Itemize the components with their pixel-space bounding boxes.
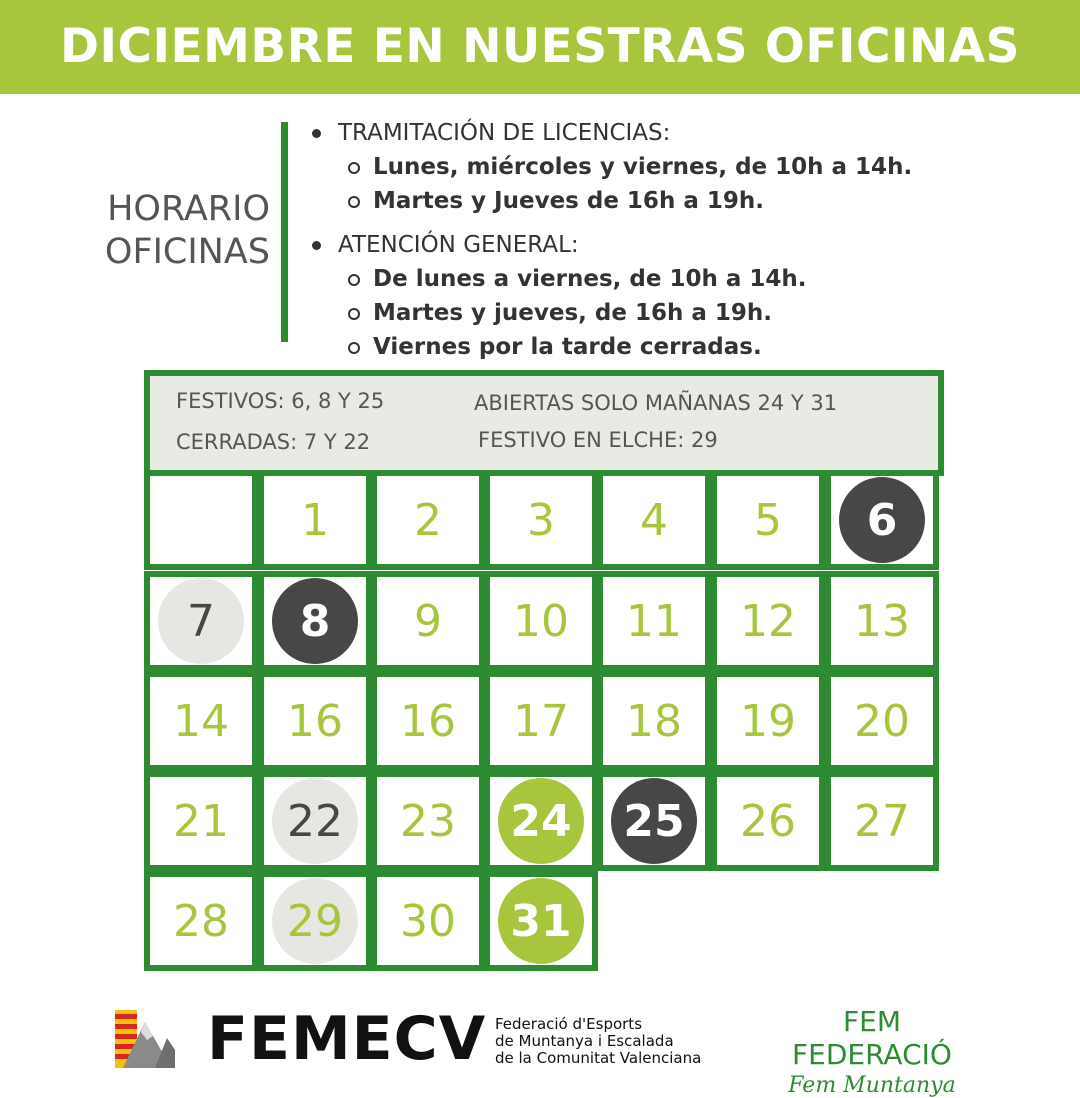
slogan-main: FEM FEDERACIÓ <box>792 1005 952 1071</box>
calendar-day-number: 16 <box>287 695 343 747</box>
page-title: DICIEMBRE EN NUESTRAS OFICINAS <box>59 19 1021 74</box>
calendar-day-number: 6 <box>866 494 898 546</box>
calendar-day-cell <box>825 571 939 671</box>
note-cerradas: CERRADAS: 7 Y 22 <box>176 430 371 454</box>
calendar-day-cell <box>371 871 485 971</box>
note-elche: FESTIVO EN ELCHE: 29 <box>478 428 718 452</box>
calendar-day-cell <box>825 671 939 771</box>
calendar-day-cell <box>258 771 372 871</box>
calendar-day-cell <box>371 571 485 671</box>
schedule-item: Martes y Jueves de 16h a 19h. <box>308 184 912 218</box>
calendar-day-cell <box>144 871 258 971</box>
brand-subtitle <box>495 1016 735 1067</box>
calendar-day-cell <box>711 671 825 771</box>
mountain-flag-icon <box>115 1010 175 1068</box>
calendar-day-number: 14 <box>173 695 229 747</box>
calendar-day-number: 10 <box>513 595 569 647</box>
calendar-day-cell <box>371 771 485 871</box>
calendar-day-cell <box>597 771 711 871</box>
calendar-day-cell <box>825 470 939 570</box>
brand-subtitle-line: de Muntanya i Escalada <box>495 1032 674 1050</box>
schedule-item: Viernes por la tarde cerradas. <box>308 330 912 364</box>
calendar-day-cell <box>144 771 258 871</box>
calendar-day-number: 29 <box>287 895 343 947</box>
calendar-day-number: 5 <box>754 494 782 546</box>
calendar-day-cell <box>258 571 372 671</box>
calendar-day-cell <box>597 671 711 771</box>
calendar-day-cell <box>484 771 598 871</box>
schedule-section-title: TRAMITACIÓN DE LICENCIAS: <box>308 116 912 150</box>
calendar-day-number: 24 <box>510 795 572 847</box>
calendar-day-cell <box>144 671 258 771</box>
calendar-day-number: 30 <box>400 895 456 947</box>
calendar-day-cell <box>258 871 372 971</box>
calendar-day-number: 16 <box>400 695 456 747</box>
calendar-day-number: 12 <box>740 595 796 647</box>
calendar-day-number: 11 <box>626 595 682 647</box>
schedule-section-atencion <box>308 228 912 364</box>
calendar-day-number: 31 <box>510 895 572 947</box>
calendar-day-number: 7 <box>187 595 215 647</box>
calendar-day-cell <box>144 571 258 671</box>
calendar-day-number: 28 <box>173 895 229 947</box>
brand-subtitle-line: de la Comunitat Valenciana <box>495 1049 702 1067</box>
schedule-list <box>308 116 912 374</box>
brand-subtitle-line: Federació d'Esports <box>495 1015 643 1033</box>
calendar-day-cell <box>484 671 598 771</box>
calendar-day-number: 1 <box>301 494 329 546</box>
fem-federacio-logo <box>777 1005 967 1098</box>
calendar-day-cell <box>711 771 825 871</box>
brand-name: FEMECV <box>207 1004 487 1074</box>
calendar-day-cell <box>597 571 711 671</box>
horario-heading <box>60 188 270 274</box>
calendar-day-number: 8 <box>299 595 331 647</box>
calendar-day-cell <box>597 470 711 570</box>
calendar-day-number: 26 <box>740 795 796 847</box>
horario-line-1: HORARIO <box>107 189 270 229</box>
calendar-day-cell <box>258 470 372 570</box>
schedule-item: Lunes, miércoles y viernes, de 10h a 14h. <box>308 150 912 184</box>
calendar-day-number: 2 <box>414 494 442 546</box>
calendar-day-number: 22 <box>287 795 343 847</box>
divider-bar <box>281 122 288 342</box>
schedule-item: Martes y jueves, de 16h a 19h. <box>308 296 912 330</box>
calendar-notes-box <box>144 370 944 476</box>
calendar-day-number: 25 <box>623 795 685 847</box>
calendar-day-cell <box>484 871 598 971</box>
calendar-day-cell <box>144 470 258 570</box>
calendar-day-number: 3 <box>527 494 555 546</box>
calendar-day-cell <box>825 771 939 871</box>
calendar-day-cell <box>484 470 598 570</box>
calendar-day-number: 21 <box>173 795 229 847</box>
calendar-day-cell <box>371 470 485 570</box>
schedule-item: De lunes a viernes, de 10h a 14h. <box>308 262 912 296</box>
calendar-day-cell <box>711 470 825 570</box>
calendar-day-cell <box>484 571 598 671</box>
calendar-day-cell <box>371 671 485 771</box>
header-banner <box>0 0 1080 94</box>
calendar-day-number: 9 <box>414 595 442 647</box>
calendar-day-number: 17 <box>513 695 569 747</box>
calendar-day-cell <box>258 671 372 771</box>
calendar-day-number: 20 <box>854 695 910 747</box>
calendar-day-number: 18 <box>626 695 682 747</box>
calendar-day-number: 23 <box>400 795 456 847</box>
slogan-sub: Fem Muntanya <box>788 1073 956 1098</box>
calendar-day-cell <box>711 571 825 671</box>
note-abiertas: ABIERTAS SOLO MAÑANAS 24 Y 31 <box>474 391 838 415</box>
horario-line-2: OFICINAS <box>104 232 270 272</box>
calendar-day-number: 13 <box>854 595 910 647</box>
calendar-day-number: 27 <box>854 795 910 847</box>
calendar-day-number: 4 <box>640 494 668 546</box>
schedule-section-licencias <box>308 116 912 218</box>
calendar-day-number: 19 <box>740 695 796 747</box>
schedule-section-title: ATENCIÓN GENERAL: <box>308 228 912 262</box>
note-festivos: FESTIVOS: 6, 8 Y 25 <box>176 389 385 413</box>
